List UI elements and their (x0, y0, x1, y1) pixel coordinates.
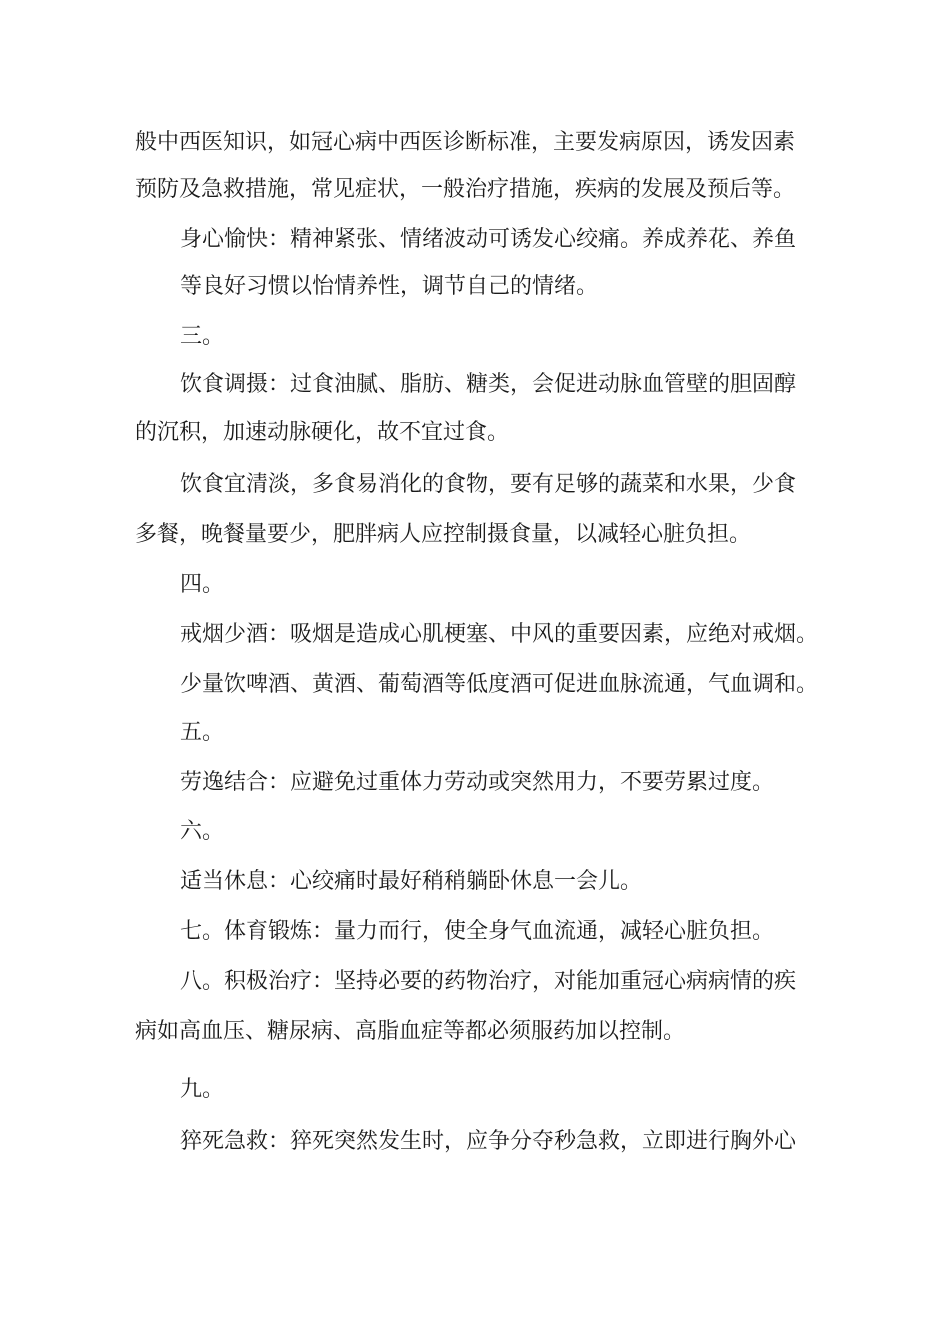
text-line: 身心愉快：精神紧张、情绪波动可诱发心绞痛。养成养花、养鱼 (180, 227, 797, 252)
section-number: 九。 (180, 1077, 225, 1102)
text-line: 等良好习惯以怡情养性，调节自己的情绪。 (180, 274, 599, 299)
section-number: 五。 (180, 720, 225, 745)
text-line: 病如高血压、糖尿病、高脂血症等都必须服药加以控制。 (135, 1019, 686, 1044)
text-line: 劳逸结合：应避免过重体力劳动或突然用力，不要劳累过度。 (180, 770, 775, 795)
text-line: 的沉积，加速动脉硬化，故不宜过食。 (135, 420, 510, 445)
text-line: 八。积极治疗：坚持必要的药物治疗，对能加重冠心病病情的疾 (180, 969, 797, 994)
section-number: 三。 (180, 324, 225, 349)
text-line: 饮食调摄：过食油腻、脂肪、糖类，会促进动脉血管壁的胆固醇 (180, 372, 797, 397)
text-line: 猝死急救：猝死突然发生时，应争分夺秒急救，立即进行胸外心 (180, 1129, 797, 1154)
section-number: 四。 (180, 572, 225, 597)
text-line: 般中西医知识，如冠心病中西医诊断标准，主要发病原因，诱发因素 (135, 130, 796, 155)
text-line: 少量饮啤酒、黄酒、葡萄酒等低度酒可促进血脉流通，气血调和。 (180, 672, 819, 697)
text-line: 七。体育锻炼：量力而行，使全身气血流通，减轻心脏负担。 (180, 919, 775, 944)
text-line: 多餐，晚餐量要少，肥胖病人应控制摄食量，以减轻心脏负担。 (135, 522, 752, 547)
text-line: 适当休息：心绞痛时最好稍稍躺卧休息一会儿。 (180, 869, 643, 894)
section-number: 六。 (180, 819, 225, 844)
text-line: 饮食宜清淡，多食易消化的食物，要有足够的蔬菜和水果，少食 (180, 472, 797, 497)
text-line: 戒烟少酒：吸烟是造成心肌梗塞、中风的重要因素，应绝对戒烟。 (180, 622, 819, 647)
text-line: 预防及急救措施，常见症状，一般治疗措施，疾病的发展及预后等。 (135, 177, 796, 202)
